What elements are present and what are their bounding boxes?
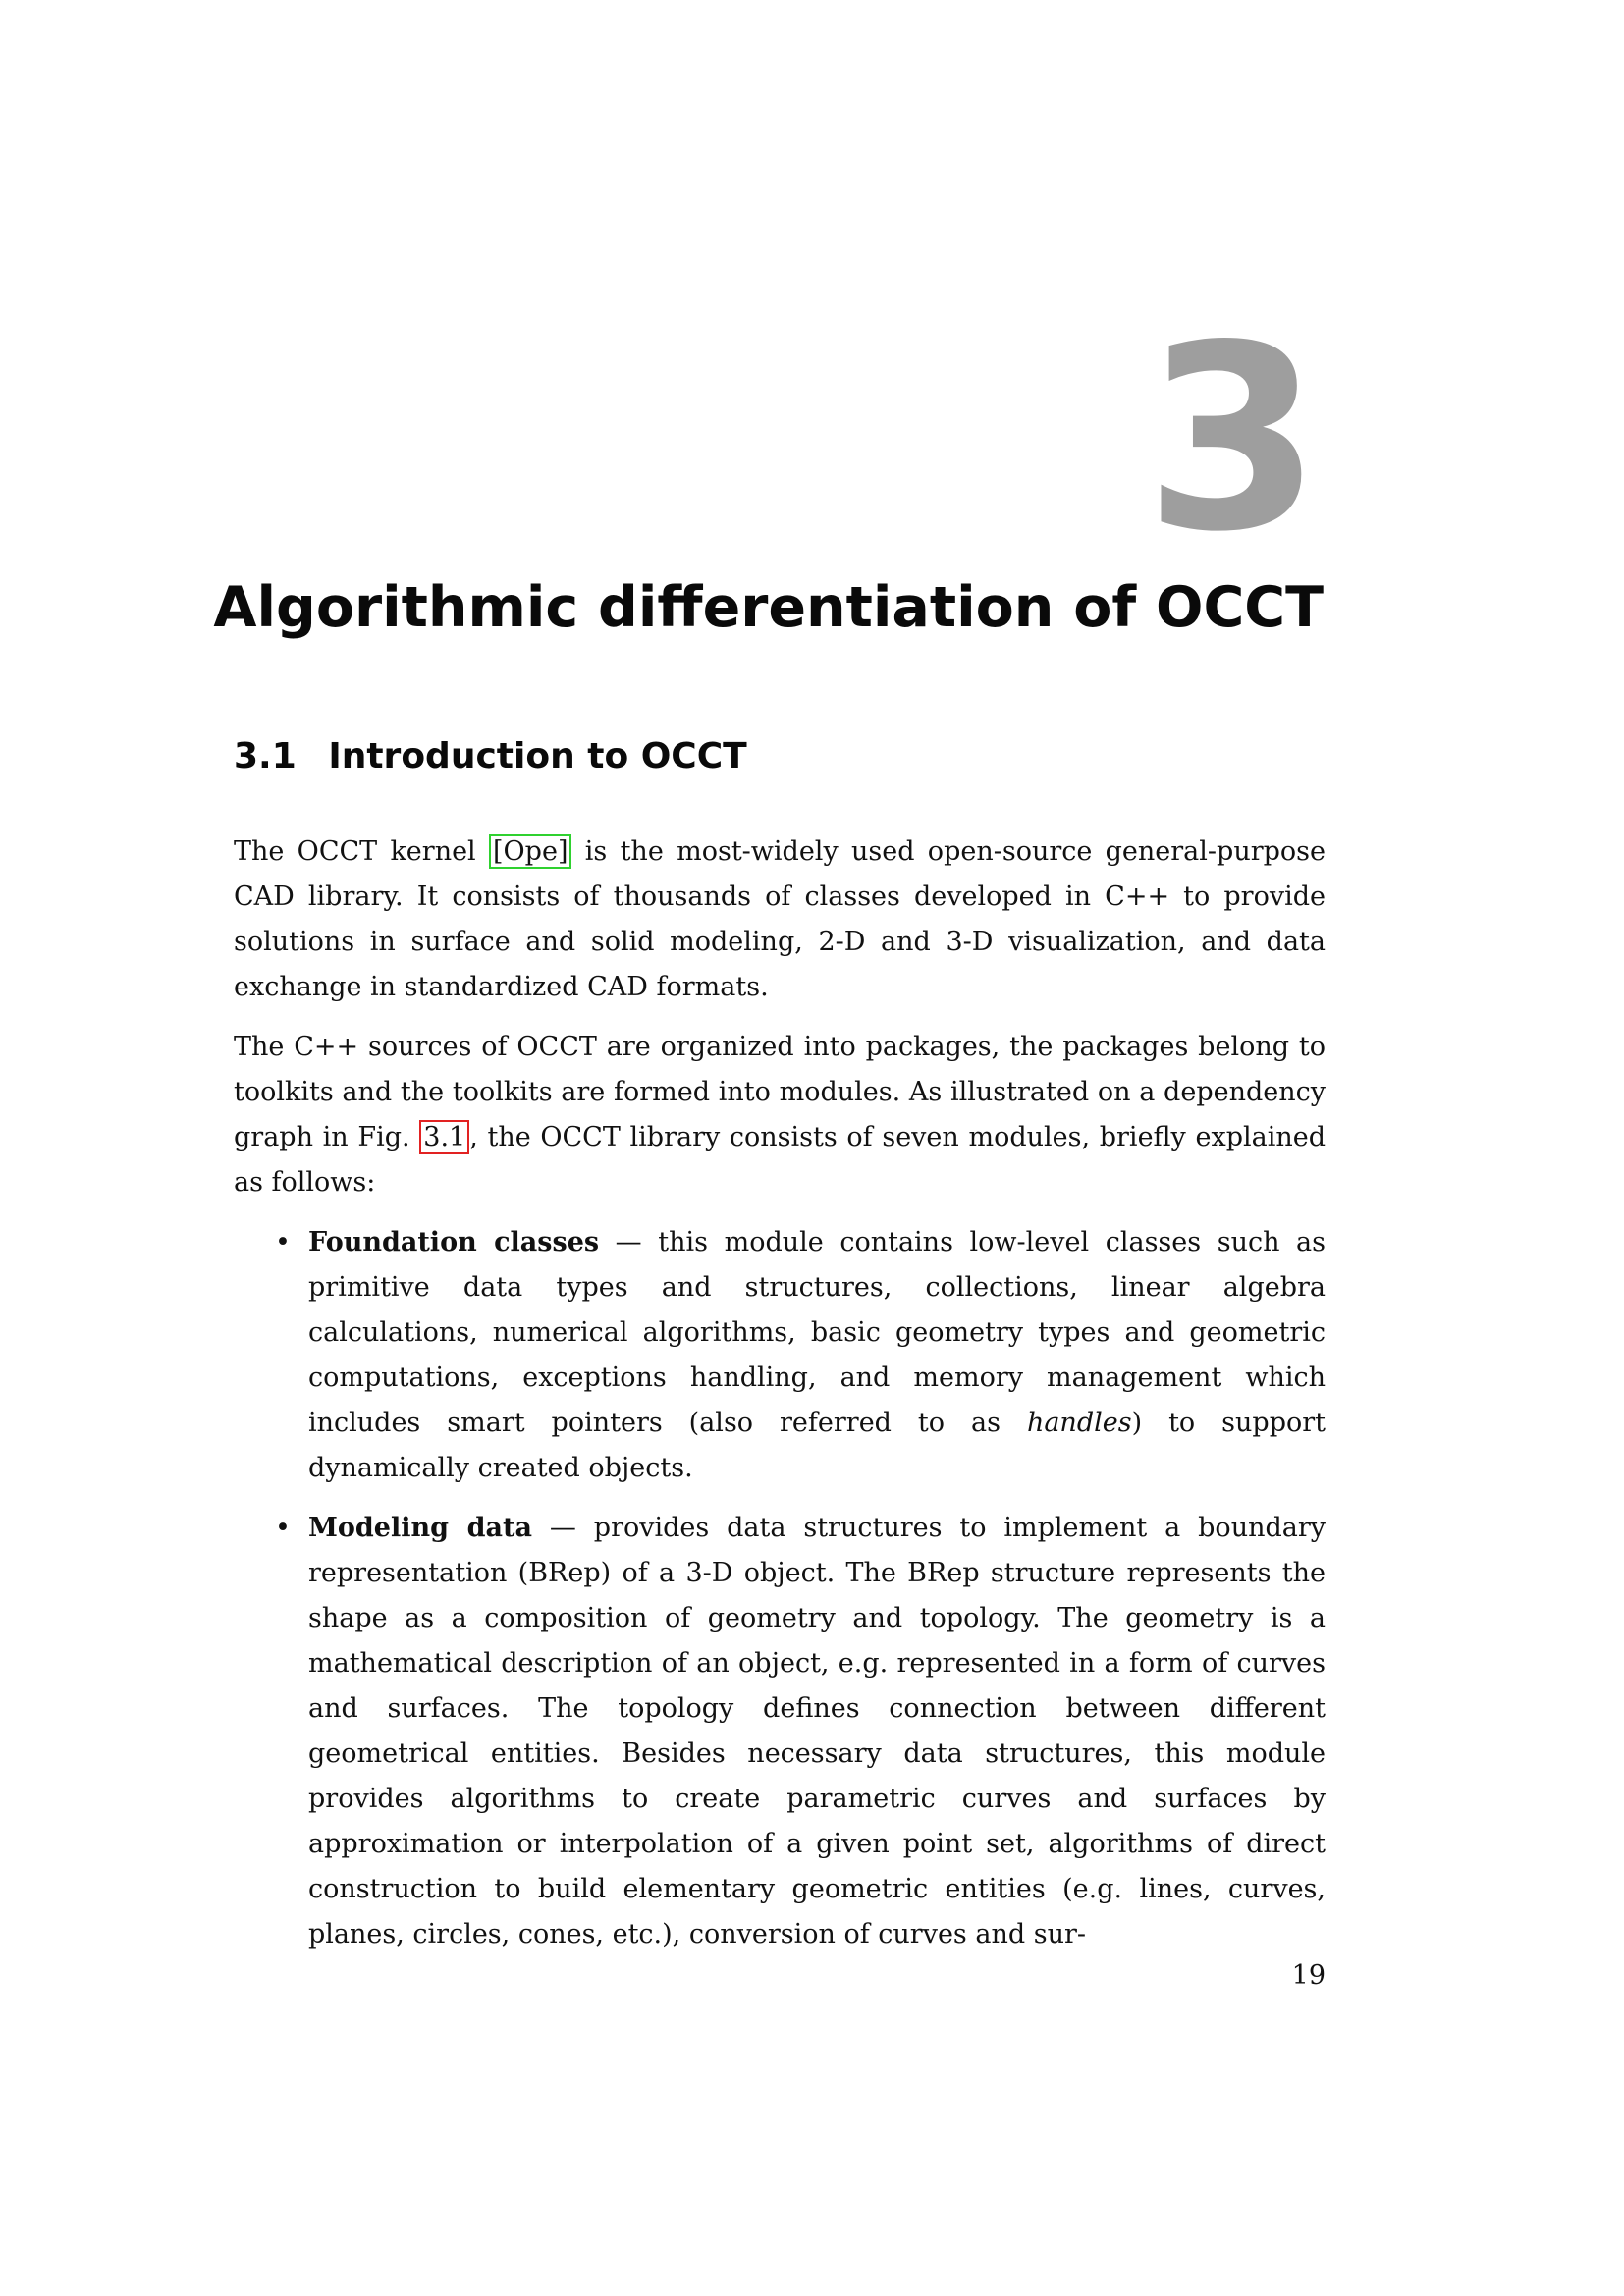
paragraph-text: , the OCCT library consists of seven modules, briefly explained as follows: bbox=[234, 1122, 1326, 1198]
list-item-text: ) to support dynamically created objects. bbox=[308, 1408, 1326, 1483]
list-item-modeling-data bbox=[234, 1506, 1326, 1957]
section-title: Introduction to OCCT bbox=[328, 736, 747, 776]
chapter-title: Algorithmic differentiation of OCCT bbox=[213, 575, 1324, 640]
section-heading bbox=[234, 736, 747, 776]
bullet-icon: • bbox=[275, 1227, 291, 1257]
list-item-text: — this module contains low-level classes such as primitive data types and structures, collections, linear algebra calculations, numerical algorithms, basic geometry types and geometric computations, exceptions handling, and memory management which includes smart pointers (also referred to as bbox=[308, 1227, 1326, 1438]
paragraph-text: The C++ sources of OCCT are organized into packages, the packages belong to toolkits and the toolkits are formed into modules. As illustrated on a dependency graph in Fig. bbox=[234, 1032, 1326, 1152]
page-number: 19 bbox=[1291, 1960, 1326, 1991]
list-item-term: Foundation classes bbox=[308, 1227, 600, 1257]
list-item-text: — provides data structures to implement a boundary representation (BRep) of a 3-D object. The BRep structure represents the shape as a composition of geometry and topology. The geometry is a mathematical description of an object, e.g. represented in a form of curves and surfaces. The topology defines connection between different geometrical entities. Besides necessary data structures, this module provides algorithms to create parametric curves and surfaces by approximation or interpolation of a given point set, algorithms of direct construction to build elementary geometric entities (e.g. lines, curves, planes, circles, cones, etc.), conversion of curves and sur- bbox=[308, 1513, 1326, 1949]
module-list bbox=[234, 1220, 1326, 1957]
body-text bbox=[234, 829, 1326, 1972]
section-number: 3.1 bbox=[234, 736, 297, 776]
paragraph-structure bbox=[234, 1025, 1326, 1205]
paragraph-intro bbox=[234, 829, 1326, 1010]
chapter-number: 3 bbox=[1144, 292, 1322, 588]
figure-ref-link[interactable]: 3.1 bbox=[419, 1120, 469, 1154]
list-item-foundation-classes bbox=[234, 1220, 1326, 1491]
paragraph-text: The OCCT kernel bbox=[234, 836, 490, 867]
emphasis-text: handles bbox=[1026, 1408, 1132, 1438]
bullet-icon: • bbox=[275, 1513, 291, 1543]
list-item-term: Modeling data bbox=[308, 1513, 533, 1543]
citation-link-ope[interactable]: [Ope] bbox=[489, 834, 571, 869]
paragraph-text: is the most-widely used open-source general-purpose CAD library. It consists of thousands of classes developed in C++ to provide solutions in surface and solid modeling, 2-D and 3-D visualization, and data exchange in standardized CAD formats. bbox=[234, 836, 1326, 1002]
